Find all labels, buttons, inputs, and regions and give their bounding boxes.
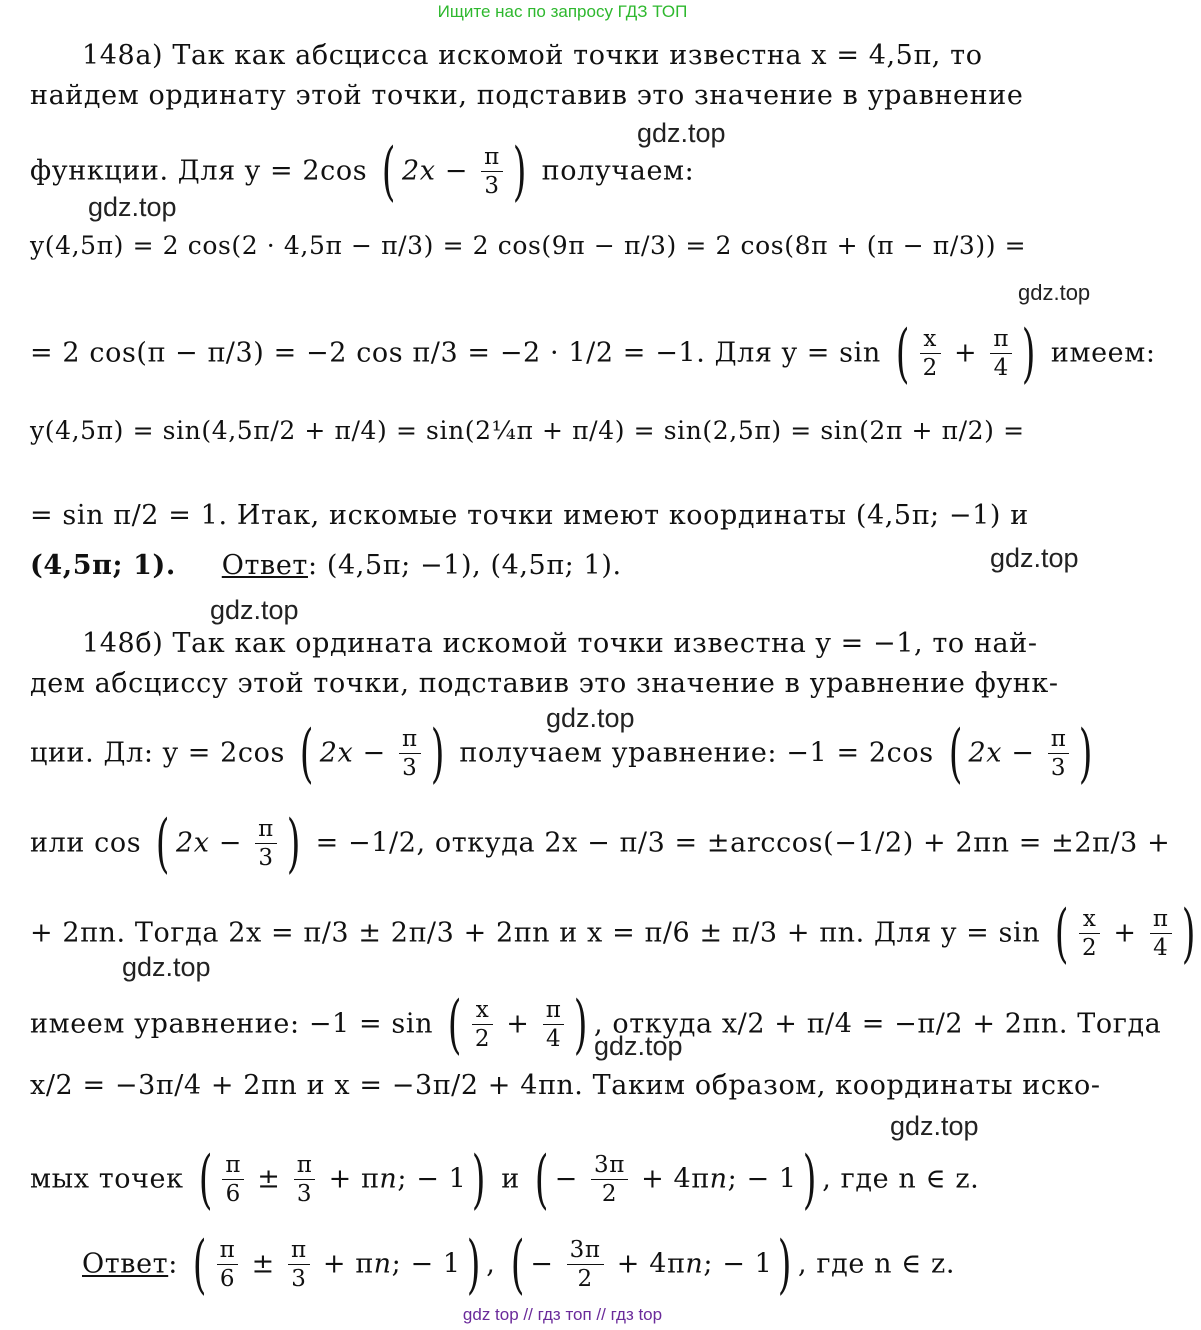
watermark: gdz.top — [122, 952, 211, 982]
p148b-answer: Ответ: ( $\frac{\pi}{6}$ ± $\frac{\pi}{3}$ + πn; − 1) , ( − $\frac{3\pi}{2}$ + 4πn; − 1) , где n ∈ z. — [82, 1228, 956, 1302]
watermark: gdz.top — [594, 1031, 683, 1061]
p148a-line-5: = 2 cos(π − π/3) = −2 cos π/3 = −2 · 1/2 = −1. Для y = sin ( $\frac{x}{2}$ + $\frac{\pi}{4}$ ) имеем: — [30, 317, 1156, 391]
p148b-line-5: + 2πn. Тогда 2x = π/3 ± 2π/3 + 2πn и x = π/6 ± π/3 + πn. Для y = sin ( $\frac{x}{2}$ + $\frac{\pi}{4}$ ) — [30, 897, 1196, 971]
p148b-line-7: x/2 = −3π/4 + 2πn и x = −3π/2 + 4πn. Таким образом, координаты иско- — [30, 1070, 1101, 1101]
p148a-line-4: y(4,5π) = 2 cos(2 · 4,5π − π/3) = 2 cos(9π − π/3) = 2 cos(8π + (π − π/3)) = — [30, 231, 1027, 260]
watermark: gdz.top — [890, 1111, 979, 1141]
p148a-line-6: y(4,5π) = sin(4,5π/2 + π/4) = sin(2¼π + π/4) = sin(2,5π) = sin(2π + π/2) = — [30, 416, 1025, 445]
watermark: gdz.top — [1018, 280, 1091, 305]
watermark: gdz.top — [990, 543, 1079, 573]
watermark: gdz.top — [546, 703, 635, 733]
answer-label-a: Ответ — [221, 550, 308, 581]
p148b-line-3: ции. Дл: y = 2cos ( 2x − $\frac{\pi}{3}$ ) получаем уравнение: −1 = 2cos ( 2x − $\frac{\pi}{3}$ ) — [30, 717, 1094, 791]
p148a-line-2: найдем ординату этой точки, подставив это значение в уравнение — [30, 80, 1024, 111]
p148b-line-2: дем абсциссу этой точки, подставив это значение в уравнение функ- — [30, 668, 1059, 699]
p148b-line-4: или cos ( 2x − $\frac{\pi}{3}$ ) = −1/2, откуда 2x − π/3 = ±arccos(−1/2) + 2πn = ±2π/3 + — [30, 807, 1171, 881]
footer-links[interactable]: gdz top // гдз топ // гдз top — [462, 1305, 663, 1324]
watermark: gdz.top — [210, 595, 299, 625]
watermark: gdz.top — [637, 118, 726, 148]
p148a-line-1: 148а) Так как абсцисса искомой точки известна x = 4,5π, то — [82, 40, 983, 71]
p148b-line-8: мых точек ( $\frac{\pi}{6}$ ± $\frac{\pi}{3}$ + πn; − 1) и ( − $\frac{3\pi}{2}$ + 4πn; − 1) , где n ∈ z. — [30, 1143, 980, 1217]
p148a-line-8: (4,5π; 1). Ответ: (4,5π; −1), (4,5π; 1). — [30, 550, 622, 581]
p148b-line-1: 148б) Так как ордината искомой точки известна y = −1, то най- — [82, 628, 1038, 659]
watermark: gdz.top — [88, 192, 177, 222]
search-banner[interactable]: Ищите нас по запросу ГДЗ ТОП — [437, 2, 688, 21]
answer-label-b: Ответ — [82, 1248, 169, 1280]
p148b-line-6: имеем уравнение: −1 = sin ( $\frac{x}{2}$ + $\frac{\pi}{4}$ ) , откуда x/2 + π/4 = −π/2 + 2πn. Тогда — [30, 988, 1162, 1062]
p148a-line-3: функции. Для y = 2cos ( 2x − $\frac{\pi}{3}$ ) получаем: — [30, 135, 695, 209]
p148a-line-7: = sin π/2 = 1. Итак, искомые точки имеют координаты (4,5π; −1) и — [30, 500, 1029, 531]
